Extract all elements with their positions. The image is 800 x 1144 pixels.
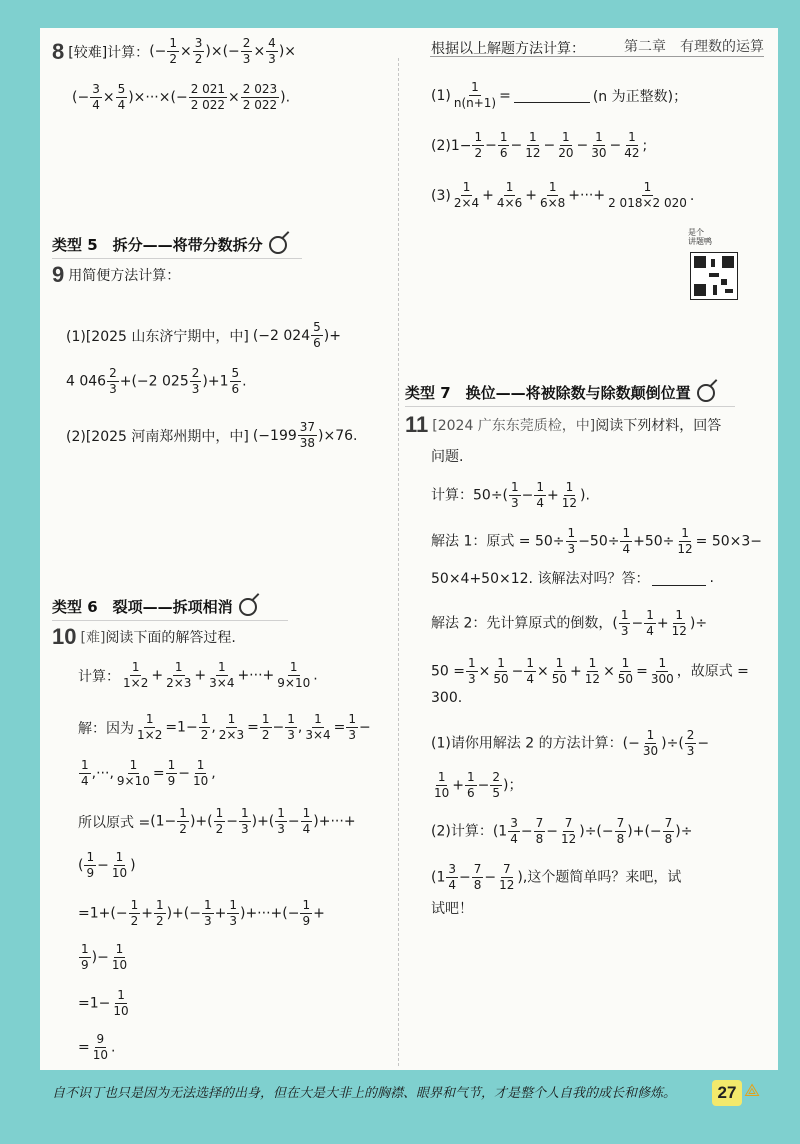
math-text: × [102, 89, 115, 106]
q10-calc-expr [120, 660, 318, 691]
fraction: $\frac{1}{3}$ [203, 898, 212, 928]
q8-tag: [较难]计算： [68, 44, 150, 61]
fraction: $\frac{5}{6}$ [313, 320, 321, 350]
q10-calc-label: 计算： [78, 668, 120, 685]
q10-s4-expr [78, 942, 130, 973]
fraction: $\frac{1}{50}$ [617, 656, 634, 686]
answer-blank[interactable] [652, 571, 706, 586]
fraction: $\frac{1}{50}$ [493, 656, 509, 686]
math-text: + [194, 667, 207, 684]
math-text: − [546, 823, 558, 840]
math-text: 4 046 [66, 373, 107, 390]
q11-head2 [431, 446, 463, 466]
question-number: 11 [405, 412, 429, 437]
fraction: $\frac{1}{2}$ [474, 130, 483, 160]
fraction: $\frac{9}{10}$ [92, 1032, 109, 1062]
answer-blank[interactable] [514, 88, 590, 103]
math-text: − [484, 869, 497, 886]
q11-p1b-expr [431, 770, 523, 801]
fraction: $\frac{7}{12}$ [499, 862, 515, 892]
q9-part1 [66, 320, 341, 351]
fraction: $\frac{1}{12}$ [677, 526, 693, 556]
math-text: =1− [165, 719, 198, 736]
q11-p1-expr [431, 728, 709, 759]
fraction: $\frac{1}{9\times 10}$ [116, 758, 150, 788]
math-text: +50÷ [633, 533, 675, 550]
fraction: $\frac{1}{3}$ [287, 712, 295, 742]
math-text: )÷ [689, 615, 708, 632]
q10-s2-expr [78, 850, 136, 881]
math-text: )； [503, 777, 523, 794]
r-part3 [431, 180, 694, 211]
q10-eq2 [78, 758, 216, 789]
math-text: (1 [431, 869, 446, 886]
q11-p2c-text: 试吧！ [431, 901, 473, 917]
fraction: $\frac{1}{2}$ [179, 806, 187, 836]
fraction: $\frac{1}{2}$ [155, 898, 164, 928]
math-text: − [543, 137, 556, 154]
fraction: $\frac{2}{3}$ [191, 366, 200, 396]
math-text: − [697, 735, 710, 752]
math-text: + [141, 905, 153, 922]
q10-s1 [78, 806, 356, 837]
fraction: $\frac{4}{3}$ [268, 36, 276, 66]
q11-tag: [2024 广东东莞质检，中] [432, 418, 596, 434]
math-text: × [478, 663, 491, 680]
column-divider [398, 58, 399, 1066]
footer-quote: 自不识丁也只是因为无法选择的出身，但在大是大非上的胸襟、眼界和气节，才是整个人自我的成长和修炼。 [52, 1086, 677, 1101]
math-text: × [228, 89, 240, 106]
r2-label: (2)1− [431, 137, 472, 154]
question-number: 10 [52, 624, 77, 649]
q11-p2 [431, 816, 693, 847]
math-text: + [151, 667, 164, 684]
fraction: $\frac{1}{12}$ [671, 608, 687, 638]
q10-so-label: 所以原式 = [78, 814, 151, 831]
fraction: $\frac{2}{5}$ [492, 770, 501, 800]
math-text: + [570, 663, 582, 680]
chapter-title: 有理数的运算 [680, 39, 764, 55]
q8-line1 [52, 36, 296, 67]
section-6-title [52, 596, 257, 617]
qr-label: 是个 讲题鸭 [688, 228, 712, 246]
math-text: 计算：50÷( [431, 487, 509, 504]
page-number: 27 [712, 1080, 742, 1106]
q10-eq2-expr [78, 758, 216, 789]
q11-calc [431, 480, 590, 511]
fraction: $\frac{7}{8}$ [535, 816, 544, 846]
math-text: = [152, 765, 165, 782]
fraction: $\frac{2}{3}$ [109, 366, 117, 396]
math-text: = [636, 663, 648, 680]
q10-tag: [难] [80, 630, 106, 646]
fraction: $\frac{1}{4}$ [302, 806, 311, 836]
target-icon [269, 236, 287, 254]
q11-m2b-expr [431, 656, 749, 687]
q8-expr2 [72, 82, 290, 113]
math-text: − [511, 663, 524, 680]
math-text: , [297, 719, 303, 736]
fraction: $\frac{1}{2}$ [130, 898, 139, 928]
fraction: $\frac{1}{300}$ [650, 656, 674, 686]
math-text: − [631, 615, 644, 632]
q10-s5-expr [78, 988, 132, 1019]
math-text: − [609, 137, 622, 154]
fraction: $\frac{1}{30}$ [591, 130, 607, 160]
q11-p1 [431, 728, 709, 759]
chapter-label: 第二章 [624, 39, 666, 55]
q11-m2c [431, 690, 462, 706]
section-5-title [52, 234, 287, 255]
r3-label: (3) [431, 187, 451, 204]
fraction: $\frac{1}{3}$ [567, 526, 576, 556]
math-text: =1+(− [78, 905, 128, 922]
fraction: $\frac{1}{2}$ [215, 806, 224, 836]
q11-m1b [431, 568, 714, 588]
fraction: $\frac{1}{3}$ [240, 806, 249, 836]
math-text: )+( [251, 813, 275, 830]
q9-part2-b: )×76. [318, 427, 358, 444]
section-5-rule [52, 258, 302, 259]
target-icon [697, 384, 715, 402]
q9-part2 [66, 420, 358, 451]
fraction: $\frac{2}{3}$ [242, 36, 251, 66]
math-text: )+···+ [313, 813, 356, 830]
math-text: = [333, 719, 346, 736]
r1-tail: (n 为正整数)； [592, 88, 688, 105]
q10-s5 [78, 988, 132, 1019]
math-text: )× [278, 43, 297, 60]
q10-sol-label: 解：因为 [78, 720, 134, 737]
math-text: + [525, 187, 537, 204]
r2-tail: ; [642, 137, 648, 154]
q10-head [52, 624, 236, 650]
math-text: , [211, 765, 216, 782]
math-text: )÷(− [579, 823, 614, 840]
fraction: $\frac{1}{2 018\times 2 020}$ [608, 180, 687, 210]
q10-s3-expr [78, 898, 325, 929]
math-text: 50 = [431, 663, 465, 680]
section-7-title [405, 382, 715, 403]
math-text: − [459, 869, 471, 886]
fraction: $\frac{1}{4}$ [526, 656, 535, 686]
fraction: $\frac{1}{10}$ [111, 942, 128, 972]
running-header [624, 36, 764, 56]
math-text: (− [72, 89, 90, 106]
fraction: $\frac{1}{2}$ [169, 36, 178, 66]
section-6-label: 类型 6 裂项——拆项相消 [52, 598, 233, 616]
q10-s6-expr [78, 1032, 115, 1063]
q9-text: 用简便方法计算： [68, 268, 181, 284]
math-text: × [253, 43, 266, 60]
fraction: $\frac{1}{3\times 4}$ [305, 712, 331, 742]
math-text: )+···+(− [239, 905, 300, 922]
q11-p2b-expr [431, 862, 681, 893]
math-text: ( [78, 857, 84, 874]
fraction: $\frac{1}{3}$ [620, 608, 629, 638]
fraction: $\frac{1}{10}$ [111, 850, 128, 880]
math-text: − [477, 777, 490, 794]
math-text: )÷( [661, 735, 684, 752]
math-text: − [521, 487, 534, 504]
math-text: . [111, 1039, 116, 1056]
q11-head [405, 412, 721, 438]
fraction: $\frac{1}{3}$ [229, 898, 237, 928]
equals-sign: = [499, 87, 511, 104]
fraction: $\frac{5}{4}$ [117, 82, 126, 112]
math-text: − [485, 137, 497, 154]
fraction: $\frac{1}{12}$ [561, 480, 578, 510]
fraction: $\frac{1}{3}$ [348, 712, 357, 742]
q11-p1b [431, 770, 523, 801]
math-text: − [272, 719, 285, 736]
q10-eq1 [78, 712, 371, 743]
math-text: )+(− [627, 823, 662, 840]
fraction: $\frac{1}{1\times 2}$ [137, 712, 163, 742]
fraction: $\frac{2 023}{2 022}$ [242, 82, 278, 112]
q11-m2c-text: 300. [431, 690, 463, 706]
q11-p2b [431, 862, 681, 893]
math-text: − [97, 857, 109, 874]
math-text: − [510, 137, 523, 154]
math-text: 解法 2：先计算原式的倒数，( [431, 615, 618, 632]
fraction: $\frac{1}{12}$ [584, 656, 601, 686]
compass-icon: ⟁ [744, 1080, 761, 1101]
q11-calc-expr [431, 480, 590, 511]
fraction: $\frac{1}{9}$ [302, 898, 311, 928]
q10-s2 [78, 850, 136, 881]
math-text: + [656, 615, 669, 632]
fraction: $\frac{1}{6}$ [467, 770, 475, 800]
fraction: $\frac{1}{6}$ [499, 130, 508, 160]
r-intro-text: 根据以上解题方法计算： [431, 41, 585, 57]
q11-m2b [431, 656, 749, 687]
math-text: − [359, 719, 371, 736]
math-text: +···+ [237, 667, 275, 684]
fraction: $\frac{7}{8}$ [664, 816, 673, 846]
fraction: $\frac{1}{9}$ [81, 942, 89, 972]
math-text: ，故原式 = [676, 663, 749, 680]
fraction: $\frac{1}{3\times 4}$ [209, 660, 235, 690]
math-text: = [247, 719, 259, 736]
fraction: $\frac{1}{4}$ [646, 608, 654, 638]
fraction: $\frac{1}{2}$ [261, 712, 270, 742]
fraction: $\frac{1}{42}$ [624, 130, 640, 160]
math-text: =1− [78, 995, 111, 1012]
q11-m2-expr [431, 608, 707, 639]
q11-text1: 阅读下列材料，回答 [595, 418, 722, 434]
math-text: × [180, 43, 192, 60]
fraction: $\frac{3}{4}$ [448, 862, 457, 892]
q11-m1b-text: 50×4+50×12. 该解法对吗？答： [431, 571, 650, 587]
math-text: )÷ [675, 823, 693, 840]
q10-calc [78, 660, 318, 691]
math-text: )+1 [202, 373, 229, 390]
math-text: )+( [189, 813, 213, 830]
question-number: 9 [52, 262, 65, 287]
fraction: $\frac{7}{8}$ [616, 816, 625, 846]
math-text: (1− [150, 813, 177, 830]
math-text: − [287, 813, 300, 830]
math-text: . [242, 373, 247, 390]
fraction: $\frac{2}{3}$ [686, 728, 695, 758]
fraction: $\frac{1}{n(n+1)}$ [453, 80, 497, 110]
question-number: 8 [52, 38, 65, 64]
fraction: $\frac{1}{3}$ [511, 480, 519, 510]
math-text: × [537, 663, 549, 680]
math-text: ). [280, 89, 291, 106]
fraction: $\frac{7}{8}$ [473, 862, 482, 892]
q11-text2: 问题. [431, 449, 464, 465]
fraction: $\frac{1}{6\times 8}$ [539, 180, 566, 210]
fraction: $\frac{1}{4\times 6}$ [496, 180, 523, 210]
q9-part2-a: (−199 [252, 427, 297, 444]
section-7-rule [405, 406, 735, 407]
q9-part1-b: )+ [323, 327, 341, 344]
fraction: $\frac{1}{10}$ [113, 988, 129, 1018]
fraction: $\frac{1}{4}$ [622, 526, 631, 556]
fraction: $\frac{1}{1\times 2}$ [123, 660, 149, 690]
fraction: $\frac{1}{9}$ [86, 850, 95, 880]
math-text: = [78, 1039, 90, 1056]
section-5-label: 类型 5 拆分——将带分数拆分 [52, 236, 263, 254]
q11-p2c [431, 898, 473, 918]
q10-s4 [78, 942, 130, 973]
math-text: (− [149, 43, 167, 60]
fraction: $\frac{1}{12}$ [525, 130, 541, 160]
fraction: $\frac{1}{20}$ [558, 130, 574, 160]
fraction: $\frac{5}{6}$ [231, 366, 240, 396]
math-text: )+(− [166, 905, 201, 922]
q11-p2-expr [431, 816, 693, 847]
r-intro [431, 38, 585, 58]
fraction: $\frac{1}{30}$ [642, 728, 659, 758]
q9-part1-a: (−2 024 [252, 327, 311, 344]
math-text: + [214, 905, 227, 922]
fraction: $\frac{3}{4}$ [510, 816, 518, 846]
r-part2 [431, 130, 647, 161]
q11-m2 [431, 608, 707, 639]
fraction: $\frac{1}{2\times 4}$ [453, 180, 480, 210]
fraction: $\frac{7}{12}$ [560, 816, 577, 846]
math-text: (2)计算：(1 [431, 823, 508, 840]
r3-expr [451, 180, 690, 211]
q10-s6 [78, 1032, 115, 1063]
fraction: $\frac{1}{3}$ [277, 806, 285, 836]
q9-part1-expr [66, 366, 247, 397]
fraction: $\frac{1}{10}$ [192, 758, 209, 788]
q10-s3 [78, 898, 325, 929]
math-text: ,···, [91, 765, 114, 782]
fraction: $\frac{1}{10}$ [434, 770, 450, 800]
fraction: $\frac{3}{2}$ [194, 36, 203, 66]
math-text: )− [91, 949, 109, 966]
fraction: $\frac{1}{2\times 3}$ [166, 660, 192, 690]
math-text: +(−2 025 [119, 373, 189, 390]
math-text: 解法 1：原式 = 50÷ [431, 533, 565, 550]
fraction: $\frac{1}{2\times 3}$ [218, 712, 245, 742]
q8-line2 [72, 82, 290, 113]
math-text: ). [580, 487, 590, 504]
q10-s1-expr [150, 806, 355, 837]
math-text: −50÷ [578, 533, 620, 550]
fraction: $\frac{1}{9\times 10}$ [277, 660, 311, 690]
r3-tail: . [689, 187, 695, 204]
q9-head [52, 262, 180, 288]
q11-m1c: . [709, 570, 714, 586]
q11-m1-expr [431, 526, 762, 557]
math-text: +···+ [568, 187, 606, 204]
q11-m1 [431, 526, 762, 557]
q9-part2-tag: (2)[2025 河南郑州期中，中] [66, 428, 249, 445]
qr-code[interactable] [690, 252, 738, 300]
math-text: − [576, 137, 589, 154]
math-text: )×(− [205, 43, 240, 60]
r2-expr [471, 130, 642, 161]
r-part1 [431, 80, 687, 111]
math-text: + [547, 487, 559, 504]
math-text: , [211, 719, 216, 736]
math-text: + [452, 777, 465, 794]
q9-part1-tag: (1)[2025 山东济宁期中，中] [66, 328, 249, 345]
math-text: = 50×3− [695, 533, 763, 550]
fraction: $\frac{2 021}{2 022}$ [190, 82, 226, 112]
fraction: $\frac{3}{4}$ [92, 82, 100, 112]
q10-text: 阅读下面的解答过程. [105, 630, 236, 646]
fraction: $\frac{1}{4}$ [81, 758, 89, 788]
math-text: ),这个题简单吗？来吧，试 [517, 869, 682, 886]
section-6-rule [52, 620, 288, 621]
q10-eq1-expr [134, 712, 371, 743]
fraction: $\frac{1}{4}$ [536, 480, 545, 510]
math-text: − [520, 823, 533, 840]
math-text: . [313, 667, 318, 684]
q9-part1-cont [66, 366, 247, 397]
fraction: $\frac{1}{50}$ [551, 656, 568, 686]
fraction: $\frac{1}{9}$ [167, 758, 176, 788]
math-text: − [178, 765, 190, 782]
math-text: + [482, 187, 494, 204]
fraction: $\frac{1}{2}$ [200, 712, 209, 742]
fraction: $\frac{1}{3}$ [468, 656, 476, 686]
math-text: + [313, 905, 325, 922]
math-text: − [226, 813, 238, 830]
q8-expr1 [149, 36, 296, 67]
math-text: )×···×(− [128, 89, 188, 106]
math-text: (1)请你用解法 2 的方法计算：(− [431, 735, 640, 752]
math-text: × [603, 663, 615, 680]
r1-label: (1) [431, 87, 451, 104]
math-text: ) [130, 857, 136, 874]
target-icon [239, 598, 257, 616]
fraction: $\frac{37}{38}$ [299, 420, 316, 450]
section-7-label: 类型 7 换位——将被除数与除数颠倒位置 [405, 384, 691, 402]
